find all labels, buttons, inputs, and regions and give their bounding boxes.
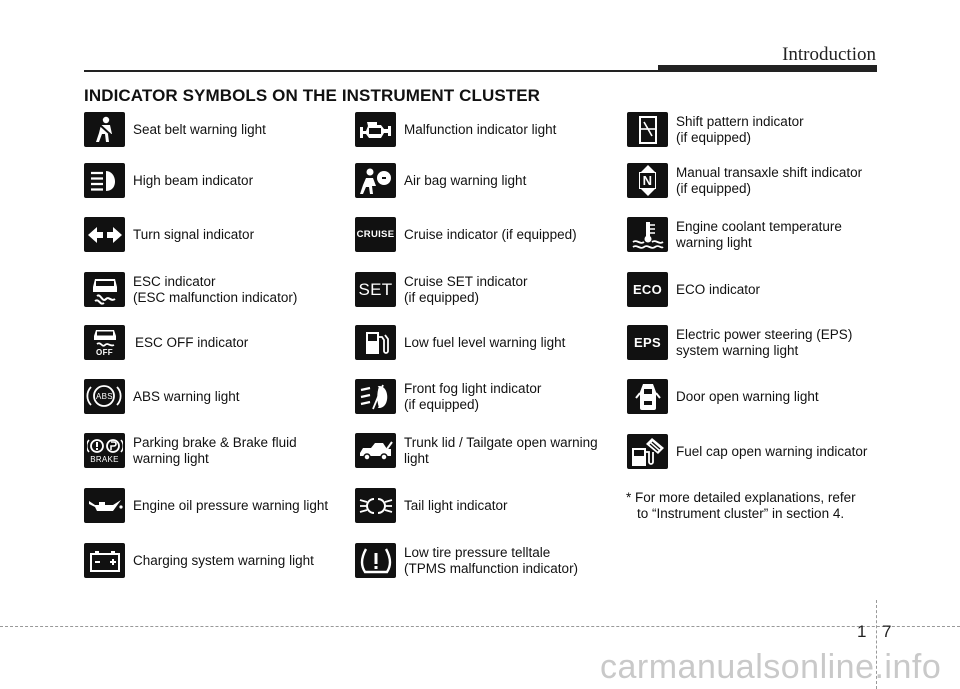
indicator-label: ABS warning light bbox=[133, 388, 240, 404]
abs-icon: ABS bbox=[84, 379, 125, 414]
indicator-label: Fuel cap open warning indicator bbox=[676, 443, 868, 459]
indicator-label: (if equipped) bbox=[404, 289, 480, 305]
shift-pattern-icon bbox=[627, 112, 668, 147]
esc-off-icon: OFF bbox=[84, 325, 125, 360]
indicator-tpms bbox=[355, 543, 578, 578]
indicator-label: warning light bbox=[133, 450, 209, 466]
indicator-shift-pattern bbox=[627, 112, 804, 147]
oil-pressure-icon bbox=[84, 488, 125, 523]
indicator-malfunction bbox=[355, 112, 556, 147]
trunk-open-icon bbox=[355, 433, 396, 468]
indicator-label: Malfunction indicator light bbox=[404, 121, 557, 137]
header-rule-thick bbox=[658, 65, 877, 72]
indicator-label: ESC OFF indicator bbox=[135, 334, 249, 350]
indicator-label: Air bag warning light bbox=[404, 172, 527, 188]
indicator-eps bbox=[627, 325, 852, 360]
indicator-airbag bbox=[355, 163, 526, 198]
indicator-label: (if equipped) bbox=[676, 180, 752, 196]
indicator-seat-belt bbox=[84, 112, 266, 147]
fog-light-icon bbox=[355, 379, 396, 414]
footnote-line: * For more detailed explanations, refer bbox=[626, 490, 856, 505]
battery-icon bbox=[84, 543, 125, 578]
indicator-fog-light bbox=[355, 379, 541, 414]
tpms-icon bbox=[355, 543, 396, 578]
fuel-icon bbox=[355, 325, 396, 360]
indicator-cruise bbox=[355, 217, 577, 252]
indicator-label: (if equipped) bbox=[404, 396, 480, 412]
indicator-label: Engine coolant temperature bbox=[676, 218, 842, 234]
indicator-cruise-set bbox=[355, 272, 528, 307]
indicator-label: warning light bbox=[676, 234, 752, 250]
indicator-manual-shift bbox=[627, 163, 862, 198]
indicator-turn-signal bbox=[84, 217, 254, 252]
indicator-label: Seat belt warning light bbox=[133, 121, 266, 137]
tail-light-icon bbox=[355, 488, 396, 523]
indicator-oil-pressure bbox=[84, 488, 328, 523]
eps-icon: EPS bbox=[627, 325, 668, 360]
indicator-battery bbox=[84, 543, 314, 578]
indicator-brake bbox=[84, 433, 297, 468]
indicator-trunk-open bbox=[355, 433, 598, 468]
indicator-label: (if equipped) bbox=[676, 129, 752, 145]
high-beam-icon bbox=[84, 163, 125, 198]
indicator-label: Trunk lid / Tailgate open warning bbox=[404, 434, 598, 450]
indicator-label: Electric power steering (EPS) bbox=[676, 326, 853, 342]
indicator-label: (ESC malfunction indicator) bbox=[133, 289, 298, 305]
section-header: Introduction bbox=[782, 44, 876, 65]
indicator-abs bbox=[84, 379, 240, 414]
indicator-label: Manual transaxle shift indicator bbox=[676, 164, 863, 180]
indicator-label: Cruise indicator (if equipped) bbox=[404, 226, 577, 242]
indicator-label: Shift pattern indicator bbox=[676, 113, 804, 129]
indicator-label: Turn signal indicator bbox=[133, 226, 255, 242]
indicator-esc bbox=[84, 272, 297, 307]
indicator-eco bbox=[627, 272, 760, 307]
esc-icon bbox=[84, 272, 125, 307]
coolant-temp-icon bbox=[627, 217, 668, 252]
crop-line bbox=[0, 626, 960, 627]
chapter-number: 1 bbox=[857, 622, 867, 641]
indicator-label: Front fog light indicator bbox=[404, 380, 542, 396]
seat-belt-icon bbox=[84, 112, 125, 147]
indicator-label: Parking brake & Brake fluid bbox=[133, 434, 297, 450]
brake-icon: BRAKE bbox=[84, 433, 125, 468]
indicator-label: Engine oil pressure warning light bbox=[133, 497, 329, 513]
indicator-label: light bbox=[404, 450, 429, 466]
page-number: 7 bbox=[882, 622, 892, 641]
indicator-label: ECO indicator bbox=[676, 281, 761, 297]
footnote-line: to “Instrument cluster” in section 4. bbox=[637, 506, 845, 521]
indicator-label: ESC indicator bbox=[133, 273, 216, 289]
indicator-label: High beam indicator bbox=[133, 172, 254, 188]
indicator-label: Door open warning light bbox=[676, 388, 819, 404]
manual-shift-icon: N bbox=[627, 163, 668, 198]
indicator-coolant-temp bbox=[627, 217, 842, 252]
set-icon: SET bbox=[355, 272, 396, 307]
watermark: carmanualsonline.info bbox=[600, 648, 942, 686]
indicator-high-beam bbox=[84, 163, 253, 198]
indicator-label: Tail light indicator bbox=[404, 497, 508, 513]
page-title: INDICATOR SYMBOLS ON THE INSTRUMENT CLUSTER bbox=[84, 86, 541, 105]
fuel-cap-icon bbox=[627, 434, 668, 469]
airbag-icon bbox=[355, 163, 396, 198]
indicator-label: Charging system warning light bbox=[133, 552, 314, 568]
indicator-door-open bbox=[627, 379, 819, 414]
cruise-icon: CRUISE bbox=[355, 217, 396, 252]
header-rule bbox=[84, 70, 664, 72]
indicator-tail-light bbox=[355, 488, 508, 523]
indicator-label: Low fuel level warning light bbox=[404, 334, 566, 350]
indicator-label: (TPMS malfunction indicator) bbox=[404, 560, 579, 576]
indicator-label: system warning light bbox=[676, 342, 799, 358]
indicator-esc-off bbox=[84, 325, 248, 360]
footnote bbox=[626, 490, 856, 522]
engine-check-icon bbox=[355, 112, 396, 147]
indicator-label: Cruise SET indicator bbox=[404, 273, 528, 289]
eco-icon: ECO bbox=[627, 272, 668, 307]
indicator-label: Low tire pressure telltale bbox=[404, 544, 551, 560]
indicator-low-fuel bbox=[355, 325, 565, 360]
door-open-icon bbox=[627, 379, 668, 414]
indicator-fuel-cap bbox=[627, 434, 867, 469]
turn-signal-icon bbox=[84, 217, 125, 252]
